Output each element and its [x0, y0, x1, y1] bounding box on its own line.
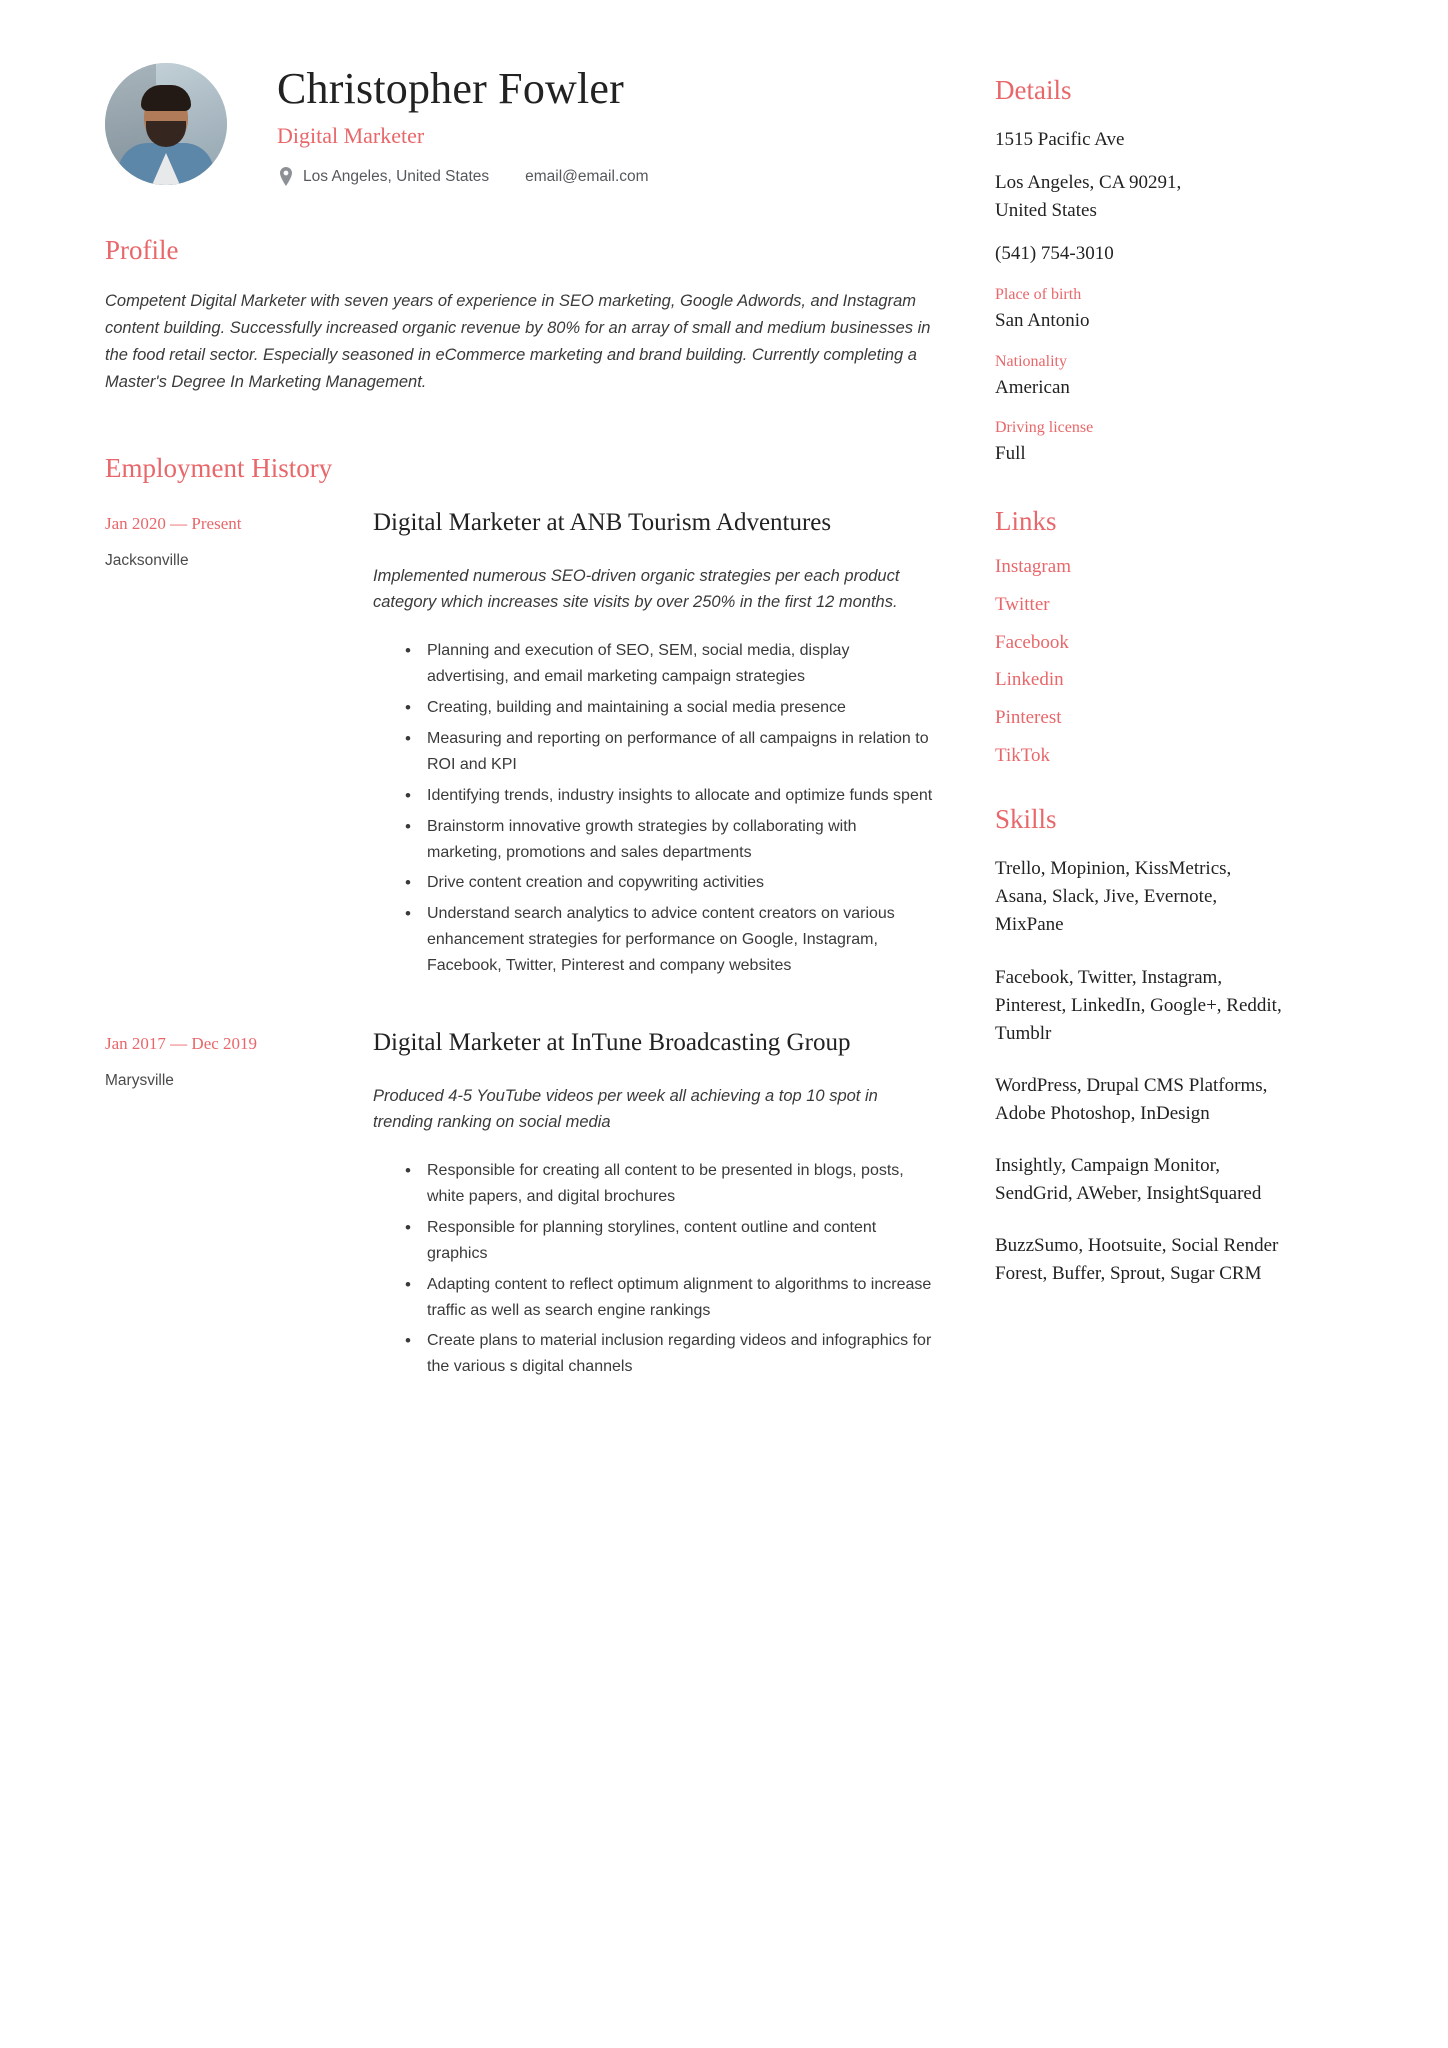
page-title: Christopher Fowler: [277, 64, 625, 113]
link-pinterest[interactable]: Pinterest: [995, 707, 1062, 729]
employment-body: [373, 1026, 935, 1385]
job-title: Digital Marketer: [277, 123, 425, 149]
field-value-place-of-birth: San Antonio: [995, 310, 1090, 331]
link-linkedin[interactable]: Linkedin: [995, 669, 1064, 691]
skill-group: BuzzSumo, Hootsuite, Social Render Forest, Buffer, Sprout, Sugar CRM: [995, 1235, 1279, 1285]
skill-group: Facebook, Twitter, Instagram, Pinterest, LinkedIn, Google+, Reddit, Tumblr: [995, 966, 1282, 1044]
list-item: • Measuring and reporting on performance of all campaigns in relation to ROI and KPI: [403, 726, 935, 778]
employment-item: [105, 506, 935, 984]
list-item: • Drive content creation and copywriting activities: [403, 870, 935, 896]
employment-bullets: [373, 1158, 935, 1380]
link-tiktok[interactable]: TikTok: [995, 745, 1050, 767]
list-item: • Understand search analytics to advice content creators on various enhancement strategies for performance on Google, Instagram, Facebook, Twitter, Pinterest and company websites: [403, 901, 935, 979]
employment-role: Digital Marketer at InTune Broadcasting Group: [373, 1029, 851, 1057]
links-heading: Links: [995, 505, 1057, 536]
link-facebook[interactable]: Facebook: [995, 631, 1069, 653]
name-block: [277, 55, 649, 187]
employment-bullets: [373, 638, 935, 979]
link-twitter[interactable]: Twitter: [995, 593, 1050, 615]
address-line: United States: [995, 200, 1097, 221]
employment-dates: Jan 2020 — Present: [105, 514, 242, 534]
skills-block: [995, 804, 1285, 1288]
skill-group: WordPress, Drupal CMS Platforms, Adobe Photoshop, InDesign: [995, 1074, 1268, 1125]
list-item: • Brainstorm innovative growth strategies by collaborating with marketing, promotions and sales departments: [403, 814, 935, 866]
employment-meta: [105, 506, 373, 984]
employment-summary: Produced 4-5 YouTube videos per week all achieving a top 10 spot in trending ranking on social media: [373, 1086, 878, 1132]
avatar: [105, 63, 227, 185]
link-instagram[interactable]: Instagram: [995, 555, 1071, 577]
address-line: 1515 Pacific Ave: [995, 129, 1125, 150]
employment-summary: Implemented numerous SEO-driven organic strategies per each product category which increases site visits by over 250% in the first 12 months.: [373, 566, 900, 612]
employment-role: Digital Marketer at ANB Tourism Adventures: [373, 509, 832, 537]
list-item: • Creating, building and maintaining a social media presence: [403, 695, 935, 721]
profile-heading: Profile: [105, 235, 179, 266]
employment-dates: Jan 2017 — Dec 2019: [105, 1034, 258, 1054]
employment-city: Marysville: [105, 1072, 174, 1090]
employment-item: [105, 1026, 935, 1385]
contact-email[interactable]: email@email.com: [525, 168, 649, 186]
details-heading: Details: [995, 75, 1072, 105]
contact-row: [277, 167, 649, 187]
field-value-nationality: American: [995, 376, 1070, 398]
list-item: • Adapting content to reflect optimum alignment to algorithms to increase traffic as well as search engine rankings: [403, 1272, 935, 1324]
list-item: • Planning and execution of SEO, SEM, social media, display advertising, and email marketing campaign strategies: [403, 638, 935, 690]
details-block: [995, 75, 1285, 468]
skill-group: Insightly, Campaign Monitor, SendGrid, AWeber, InsightSquared: [995, 1155, 1262, 1205]
list-item: • Responsible for planning storylines, content outline and content graphics: [403, 1215, 935, 1267]
field-label-place-of-birth: Place of birth: [995, 286, 1082, 303]
phone-number: (541) 754-3010: [995, 242, 1114, 264]
employment-city: Jacksonville: [105, 552, 189, 570]
resume-columns: [105, 55, 1368, 1427]
employment-heading: Employment History: [105, 453, 333, 484]
contact-location: Los Angeles, United States: [303, 168, 490, 186]
sidebar: [975, 55, 1285, 1327]
employment-meta: [105, 1026, 373, 1385]
list-item: • Create plans to material inclusion regarding videos and infographics for the various s digital channels: [403, 1328, 935, 1380]
list-item: • Identifying trends, industry insights to allocate and optimize funds spent: [403, 783, 935, 809]
field-label-driving-license: Driving license: [995, 419, 1094, 437]
field-value-driving-license: Full: [995, 443, 1026, 465]
field-label-nationality: Nationality: [995, 352, 1067, 370]
skills-heading: Skills: [995, 804, 1057, 835]
location-pin-icon: [279, 167, 293, 187]
main-column: [105, 55, 975, 1427]
address-line: Los Angeles, CA 90291,: [995, 171, 1182, 193]
profile-text: Competent Digital Marketer with seven years of experience in SEO marketing, Google Adwords, and Instagram content building. Successfully increased organic revenue by 80% for an array of small and medium businesses in the food retail sector. Especially seasoned in eCommerce marketing and brand building. Currently completing a Master's Degree In Marketing Management.: [105, 292, 931, 391]
resume-header: [105, 55, 935, 187]
links-block: [995, 506, 1285, 767]
skill-group: Trello, Mopinion, KissMetrics, Asana, Slack, Jive, Evernote, MixPane: [995, 858, 1232, 936]
employment-body: [373, 506, 935, 984]
list-item: • Responsible for creating all content to be presented in blogs, posts, white papers, and digital brochures: [403, 1158, 935, 1210]
